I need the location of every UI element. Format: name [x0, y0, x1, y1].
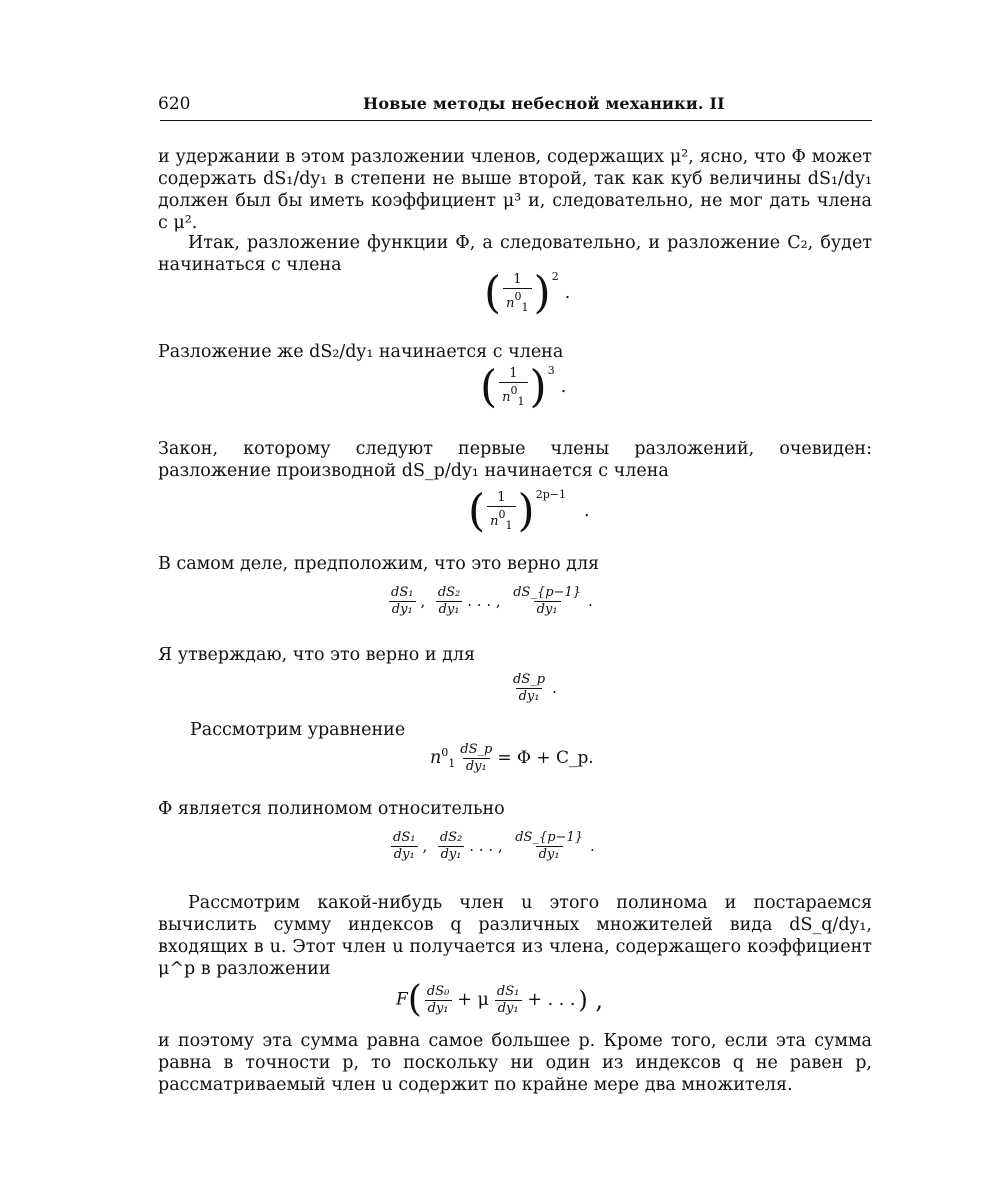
- paragraph-9: Рассмотрим какой-нибудь член u этого полинома и постараемся вычислить сумму индексов q различных множителей вида dS_q/dy₁, входящих в u. Этот член u получается из члена, содержащего коэффициент μ^p в разложении: [158, 893, 872, 979]
- fraction-dS2-dy1: $\frac{\text{dS₂}}{\text{dy₁}}$: [435, 585, 463, 618]
- exponent: 3: [547, 364, 555, 377]
- formula-5: $\frac{dS\_p}{\text{dy₁}}$ .: [508, 672, 559, 705]
- running-title: Новые методы небесной механики. II: [363, 94, 725, 113]
- fraction-dS0-dy1: $\frac{\text{dS₀}}{\text{dy₁}}$: [424, 984, 452, 1017]
- fraction-1-over-n: $\frac{1}{n^0_1}$: [503, 272, 531, 316]
- paragraph-3: Разложение же dS₂/dy₁ начинается с члена: [158, 342, 564, 362]
- formula-1: [484, 267, 571, 319]
- page-number: 620: [158, 94, 191, 114]
- paragraph-2: Итак, разложение функции Φ, а следовательно, и разложение C₂, будет начинаться с члена: [158, 233, 872, 275]
- period: .: [564, 283, 571, 303]
- formula-8: F( $\frac{\text{dS₀}}{\text{dy₁}}$ + μ $\frac{\text{dS₁}}{\text{dy₁}}$ + . . . ) ,: [396, 979, 604, 1020]
- formula-2: ( $\frac{1}{n^0_1}$ )$^3$.: [480, 361, 567, 413]
- right-paren: ): [533, 267, 551, 319]
- paragraph-4: Закон, которому следуют первые члены разложений, очевиден: разложение производной dS_p/dy₁ начинается с члена: [158, 439, 872, 481]
- fraction-1-over-n: $\frac{1}{n^0_1}$: [487, 490, 515, 534]
- exponent: 2p−1: [535, 488, 566, 501]
- paragraph-5: В самом деле, предположим, что это верно для: [158, 554, 600, 574]
- fraction-dSp-dy1: $\frac{dS\_p}{\text{dy₁}}$: [513, 672, 546, 704]
- F-symbol: F: [396, 989, 408, 1010]
- paragraph-6: Я утверждаю, что это верно и для: [158, 645, 476, 665]
- formula-3: ( $\frac{1}{n^0_1}$ )$^{2p-1}$.: [468, 485, 590, 537]
- paragraph-8: Φ является полиномом относительно: [158, 799, 505, 819]
- fraction-dS2-dy1: $\frac{\text{dS₂}}{\text{dy₁}}$: [437, 830, 465, 863]
- left-paren: (: [484, 267, 502, 319]
- n-symbol: $n^0_1$: [430, 746, 456, 770]
- paragraph-10: и поэтому эта сумма равна самое большее p. Кроме того, если эта сумма равна в точности p, то поскольку ни один из индексов q не равен p, рассматриваемый член u содержит по крайне мере два множителя.: [158, 1031, 872, 1095]
- equation-rhs: = Φ + C_p.: [497, 748, 594, 768]
- header-rule: [160, 120, 872, 121]
- fraction-1-over-n: $\frac{1}{n^0_1}$: [499, 366, 527, 410]
- fraction-dS1-dy1: $\frac{\text{dS₁}}{\text{dy₁}}$: [494, 984, 522, 1017]
- fraction-dSp-dy1: $\frac{dS\_p}{\text{dy₁}}$: [460, 742, 493, 774]
- formula-4: $\frac{\text{dS₁}}{\text{dy₁}}$ , $\frac{\text{dS₂}}{\text{dy₁}}$ . . . , $\frac{dS\_\{p-1\}}{\text{dy₁}}$ .: [386, 585, 595, 618]
- exponent: 2: [551, 270, 559, 283]
- fraction-dS1-dy1: $\frac{\text{dS₁}}{\text{dy₁}}$: [388, 585, 416, 618]
- fraction-dSp1-dy1: $\frac{dS\_\{p-1\}}{\text{dy₁}}$: [515, 830, 583, 862]
- fraction-dSp1-dy1: $\frac{dS\_\{p-1\}}{\text{dy₁}}$: [513, 585, 581, 617]
- formula-7: $\frac{\text{dS₁}}{\text{dy₁}}$ , $\frac{\text{dS₂}}{\text{dy₁}}$ . . . , $\frac{dS\_\{p-1\}}{\text{dy₁}}$ .: [388, 830, 597, 863]
- paragraph-7: Рассмотрим уравнение: [190, 720, 406, 740]
- fraction-dS1-dy1: $\frac{\text{dS₁}}{\text{dy₁}}$: [390, 830, 418, 863]
- formula-6: [430, 742, 594, 775]
- paragraph-1: и удержании в этом разложении членов, содержащих μ², ясно, что Φ может содержать dS₁/dy₁ в степени не выше второй, так как куб величины dS₁/dy₁ должен был бы иметь коэффициент μ³ и, следовательно, не мог дать члена с μ².: [158, 147, 872, 233]
